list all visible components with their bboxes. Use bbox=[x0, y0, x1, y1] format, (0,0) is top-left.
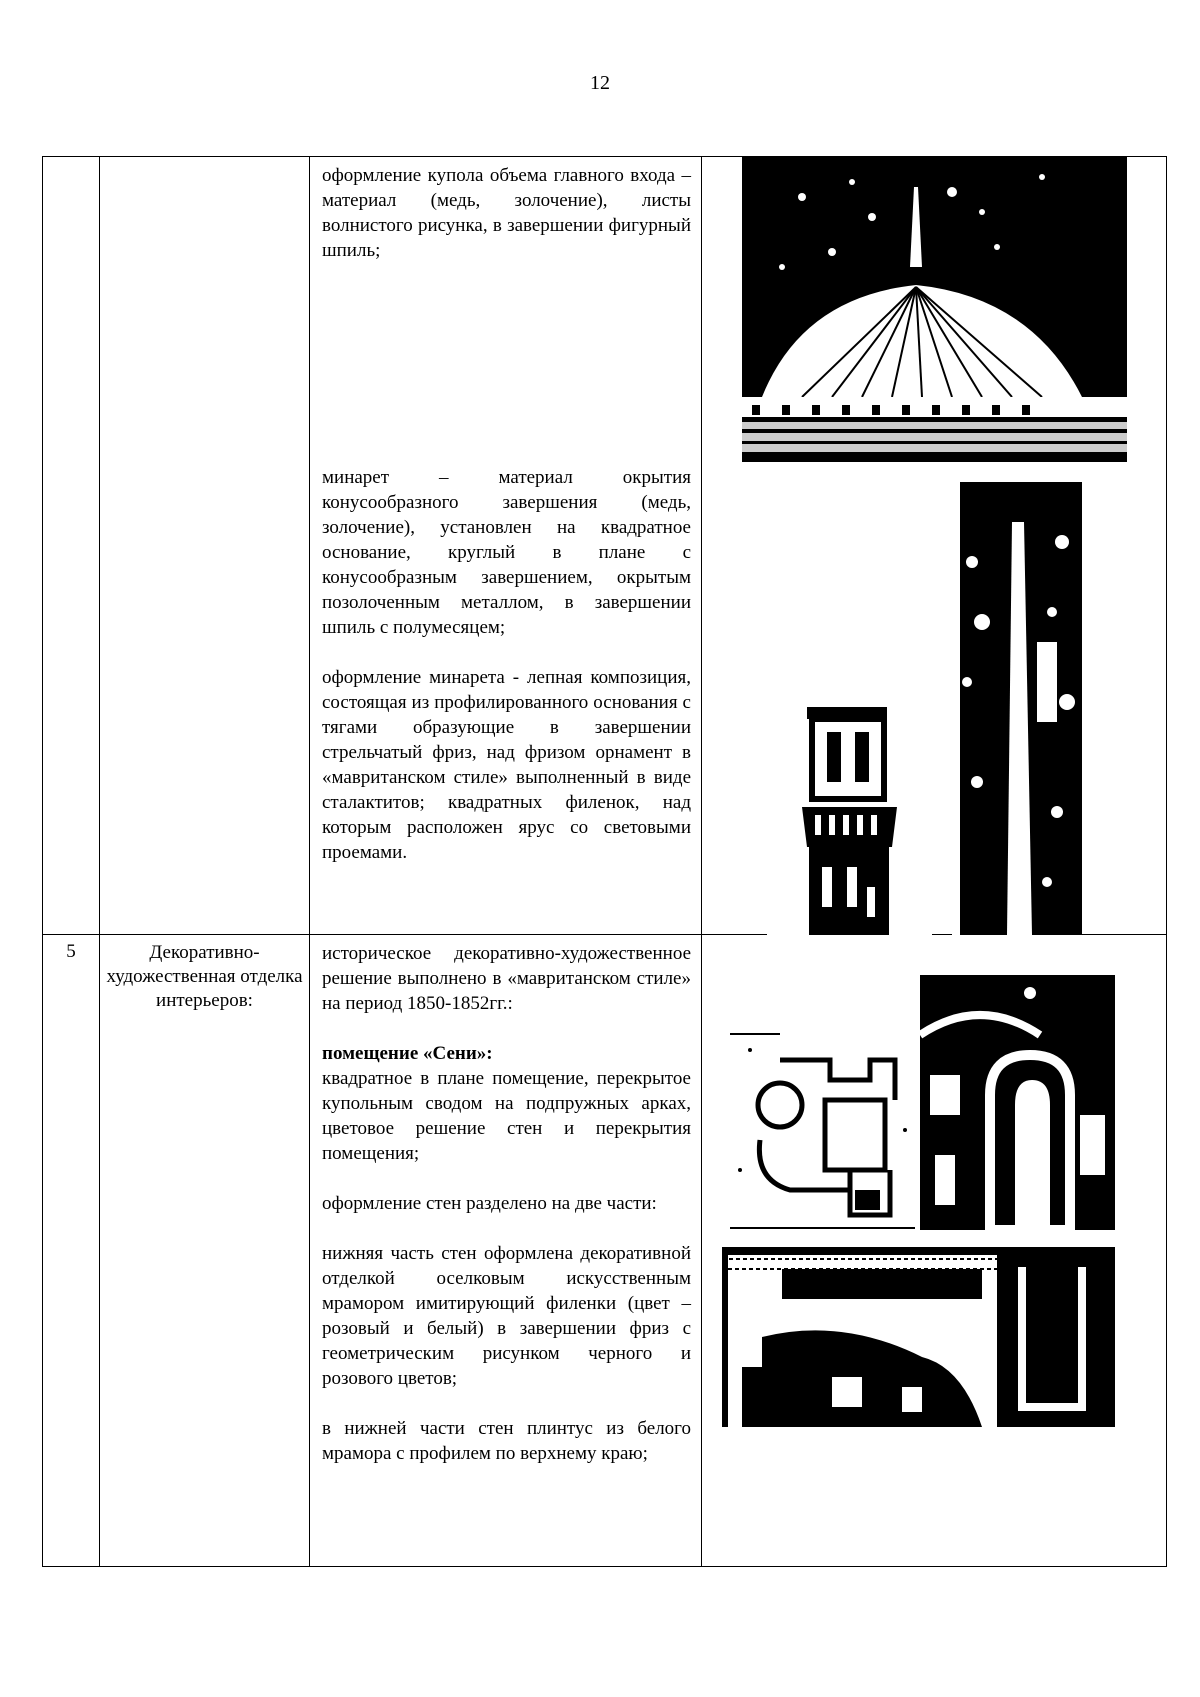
row-images bbox=[702, 935, 1167, 1567]
row-images bbox=[702, 157, 1167, 935]
paragraph: минарет – материал окрытия конусообразного завершения (медь, золочение), установлен на квадратное основание, круглый в плане с конусообразным завершением, окрытым позолоченным металлом, в завершении шпиль с полумесяцем; bbox=[322, 467, 691, 638]
row-name: Декоративно-художественная отделка интерьеров: bbox=[100, 935, 310, 1567]
minaret-full-photo bbox=[952, 482, 1082, 935]
table-row bbox=[43, 935, 1167, 1567]
interior-wall-photo bbox=[722, 1247, 1115, 1427]
specification-table bbox=[42, 156, 1167, 1567]
minaret-top-photo bbox=[767, 687, 932, 935]
paragraph: историческое декоративно-художественное решение выполнено в «мавританском стиле» на период 1850-1852гг.: bbox=[322, 943, 691, 1014]
row-description bbox=[310, 157, 702, 935]
row-description bbox=[310, 935, 702, 1567]
dome-photo bbox=[742, 157, 1127, 462]
paragraph: оформление стен разделено на две части: bbox=[322, 1193, 657, 1214]
paragraph: квадратное в плане помещение, перекрытое купольным сводом на подпружных арках, цветовое решение стен и перекрытия помещения; bbox=[322, 1068, 691, 1164]
paragraph: нижняя часть стен оформлена декоративной отделкой оселковым искусственным мрамором имитирующий филенки (цвет – розовый и белый) в завершении фриз с геометрическим рисунком черного и розового цветов; bbox=[322, 1243, 691, 1389]
row-number: 5 bbox=[43, 935, 100, 1567]
table-row bbox=[43, 157, 1167, 935]
paragraph: в нижней части стен плинтус из белого мрамора с профилем по верхнему краю; bbox=[322, 1418, 691, 1464]
paragraph: оформление купола объема главного входа – материал (медь, золочение), листы волнистого рисунка, в завершении фигурный шпиль; bbox=[322, 165, 691, 261]
room-title: помещение «Сени»: bbox=[322, 1043, 493, 1064]
row-name bbox=[100, 157, 310, 935]
page-number: 12 bbox=[590, 72, 610, 94]
paragraph: оформление минарета - лепная композиция, состоящая из профилированного основания с тягами образующие в завершении стрельчатый фриз, над фризом орнамент в «мавританском стиле» выполненный в виде сталактитов; квадратных филенок, над которым расположен ярус со световыми проемами. bbox=[322, 667, 691, 863]
row-number bbox=[43, 157, 100, 935]
interior-arch-photo bbox=[920, 975, 1115, 1230]
floor-plan-drawing bbox=[730, 1030, 915, 1230]
